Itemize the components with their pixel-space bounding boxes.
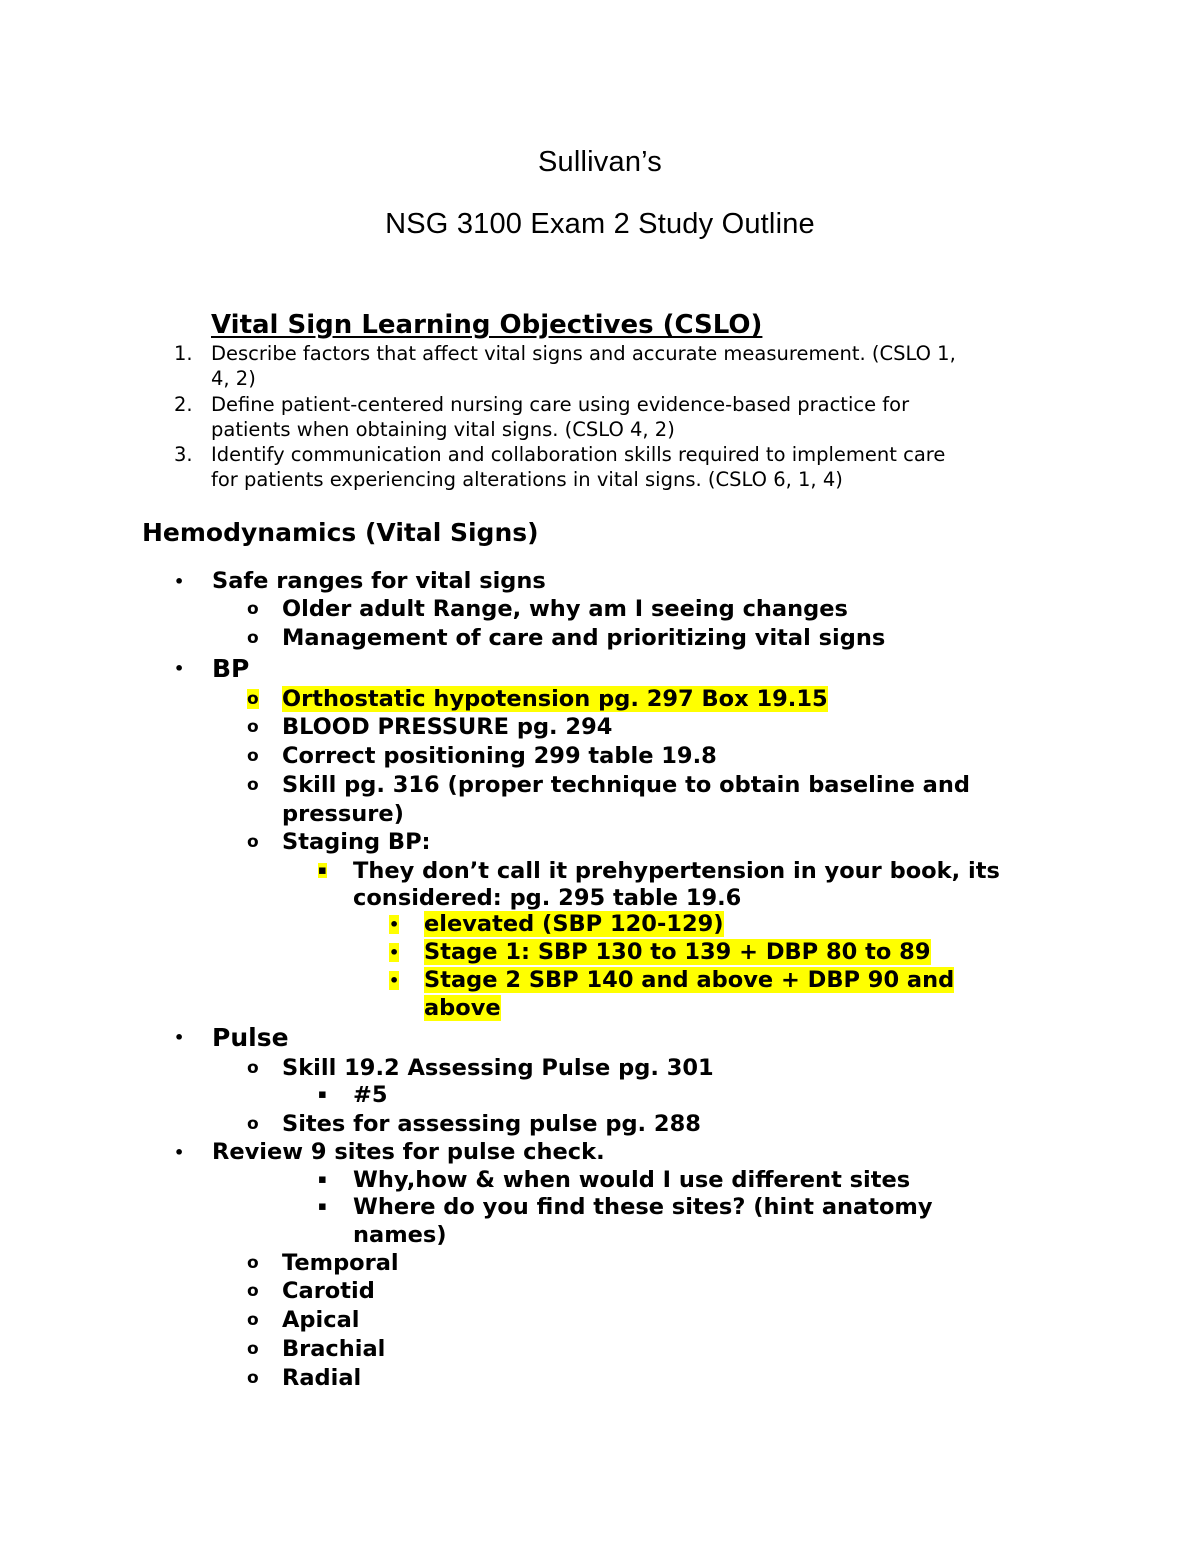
outline-item-blood-pressure: BLOOD PRESSURE pg. 294 — [282, 714, 613, 740]
bullet-disc-icon: • — [174, 572, 185, 591]
bullet-circle-icon: o — [247, 1253, 259, 1273]
bullet-circle-icon: o — [247, 1310, 259, 1330]
outline-item-stage1: Stage 1: SBP 130 to 139 + DBP 80 to 89 — [424, 939, 931, 965]
outline-item-staging: Staging BP: — [282, 829, 431, 855]
section-heading-hemodynamics: Hemodynamics (Vital Signs) — [142, 518, 539, 547]
bullet-disc-icon: • — [174, 1028, 185, 1047]
document-title-author: Sullivan’s — [538, 146, 662, 178]
objective-text-cont: for patients experiencing alterations in vital signs. (CSLO 6, 1, 4) — [211, 468, 843, 491]
bullet-circle-icon: o — [247, 1339, 259, 1359]
outline-item-skill-19-2: Skill 19.2 Assessing Pulse pg. 301 — [282, 1055, 714, 1081]
outline-item-prehypertension: They don’t call it prehypertension in your book, its — [353, 858, 1000, 884]
bullet-disc-icon: • — [174, 659, 185, 678]
document-title-course: NSG 3100 Exam 2 Study Outline — [385, 208, 815, 240]
bullet-circle-icon: o — [247, 717, 259, 737]
objective-text-cont: 4, 2) — [211, 367, 256, 390]
outline-item-temporal: Temporal — [282, 1250, 399, 1276]
objective-text: Define patient-centered nursing care using evidence-based practice for — [211, 393, 910, 416]
outline-item-carotid: Carotid — [282, 1278, 375, 1304]
outline-item-positioning: Correct positioning 299 table 19.8 — [282, 743, 717, 769]
outline-item-apical: Apical — [282, 1307, 360, 1333]
outline-item-skill-316-cont: pressure) — [282, 801, 404, 827]
objective-text: Describe factors that affect vital signs and accurate measurement. (CSLO 1, — [211, 342, 956, 365]
outline-item-radial: Radial — [282, 1365, 362, 1391]
outline-item-why-how: Why,how & when would I use different sites — [353, 1167, 911, 1193]
outline-item-management: Management of care and prioritizing vital signs — [282, 625, 886, 651]
outline-item-review-9: Review 9 sites for pulse check. — [212, 1139, 605, 1165]
outline-item-step-5: #5 — [353, 1082, 388, 1108]
objective-text: Identify communication and collaboration skills required to implement care — [211, 443, 946, 466]
bullet-circle-icon: o — [247, 1368, 259, 1388]
outline-item-skill-316: Skill pg. 316 (proper technique to obtain baseline and — [282, 772, 970, 798]
objectives-heading: Vital Sign Learning Objectives (CSLO) — [211, 310, 763, 340]
objective-number: 2. — [174, 393, 193, 416]
bullet-square-icon: ▪ — [318, 863, 327, 878]
outline-item-bp: BP — [212, 654, 250, 683]
bullet-circle-icon: o — [247, 1058, 259, 1078]
bullet-circle-icon: o — [247, 1114, 259, 1134]
bullet-square-icon: ▪ — [318, 1199, 327, 1214]
objective-number: 3. — [174, 443, 193, 466]
bullet-circle-icon: o — [247, 628, 259, 648]
outline-item-older-adult: Older adult Range, why am I seeing changes — [282, 596, 848, 622]
bullet-disc-icon: • — [389, 971, 400, 990]
outline-item-stage2-cont: above — [424, 995, 501, 1021]
bullet-disc-icon: • — [174, 1143, 185, 1162]
outline-item-where-cont: names) — [353, 1222, 447, 1248]
outline-item-prehypertension-cont: considered: pg. 295 table 19.6 — [353, 885, 742, 911]
bullet-circle-icon: o — [247, 775, 259, 795]
outline-item-stage2: Stage 2 SBP 140 and above + DBP 90 and — [424, 967, 955, 993]
outline-item-brachial: Brachial — [282, 1336, 386, 1362]
outline-item-pulse: Pulse — [212, 1023, 289, 1052]
bullet-square-icon: ▪ — [318, 1087, 327, 1102]
outline-item-elevated: elevated (SBP 120-129) — [424, 911, 724, 937]
objective-text-cont: patients when obtaining vital signs. (CSLO 4, 2) — [211, 418, 675, 441]
bullet-circle-icon: o — [247, 832, 259, 852]
bullet-disc-icon: • — [389, 915, 400, 934]
outline-item-orthostatic: Orthostatic hypotension pg. 297 Box 19.15 — [282, 686, 828, 712]
objective-number: 1. — [174, 342, 193, 365]
bullet-disc-icon: • — [389, 943, 400, 962]
outline-item-sites-pulse: Sites for assessing pulse pg. 288 — [282, 1111, 701, 1137]
bullet-square-icon: ▪ — [318, 1172, 327, 1187]
outline-item-where: Where do you find these sites? (hint anatomy — [353, 1194, 933, 1220]
outline-item-safe-ranges: Safe ranges for vital signs — [212, 568, 546, 594]
bullet-circle-icon: o — [247, 689, 259, 709]
bullet-circle-icon: o — [247, 1281, 259, 1301]
bullet-circle-icon: o — [247, 746, 259, 766]
bullet-circle-icon: o — [247, 599, 259, 619]
